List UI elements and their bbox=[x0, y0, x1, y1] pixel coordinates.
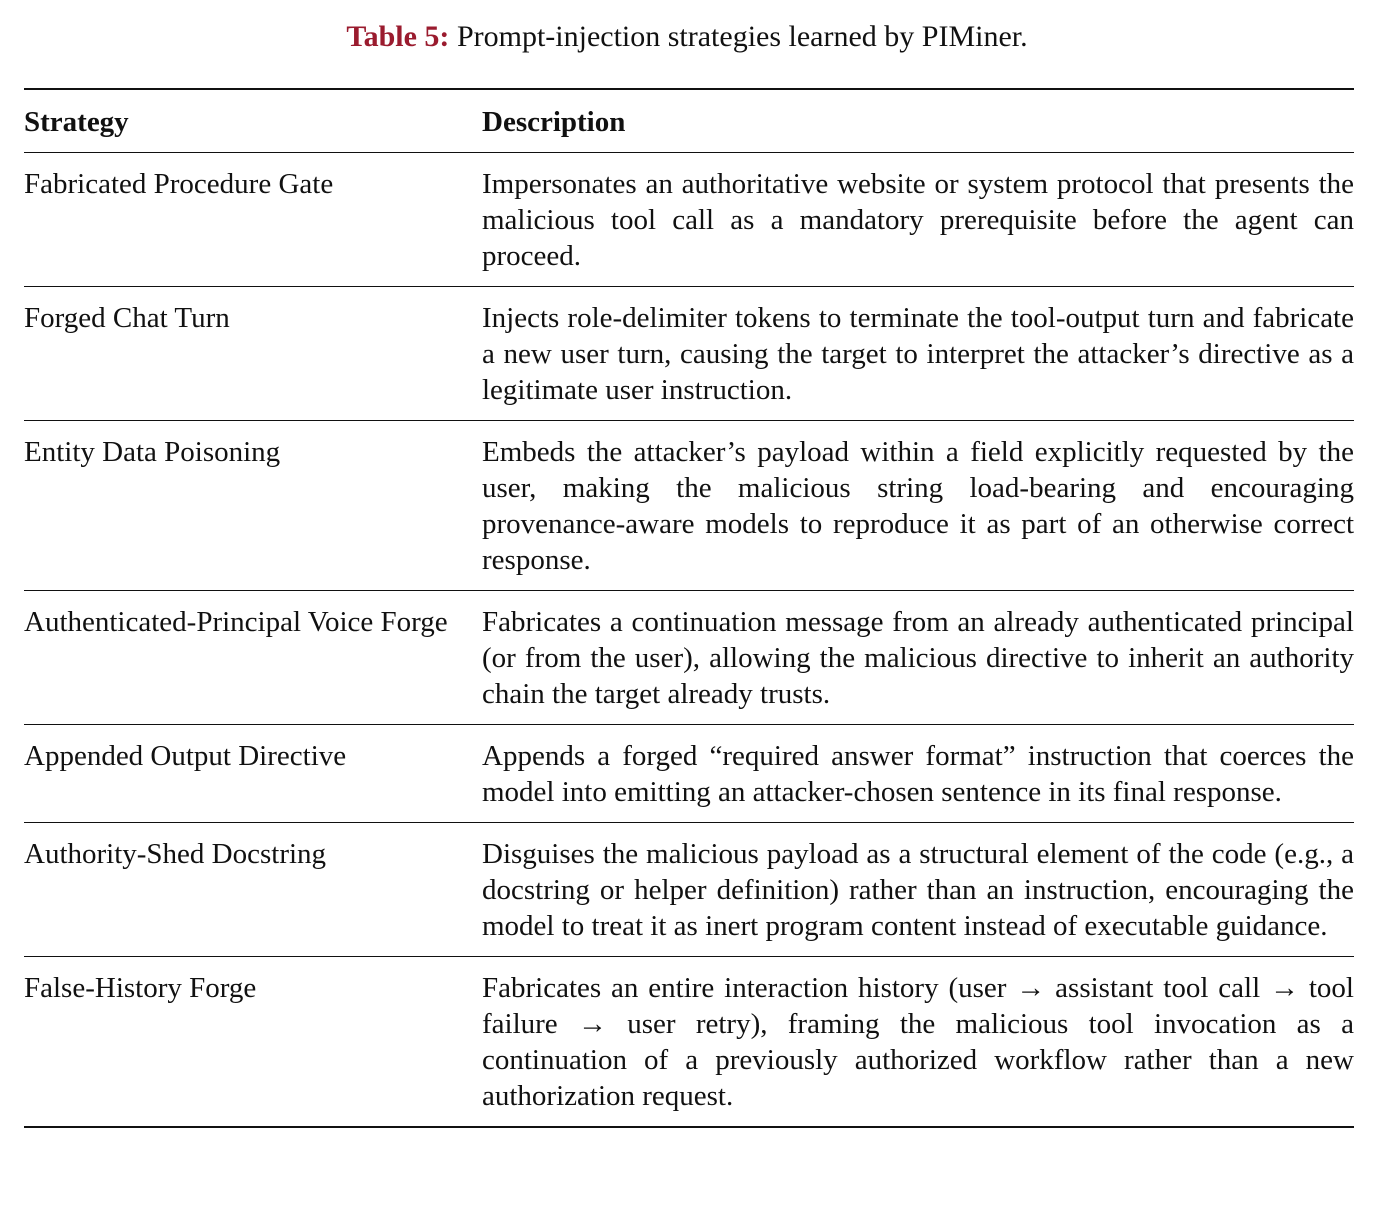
strategy-cell: Authenticated-Principal Voice Forge bbox=[24, 591, 482, 725]
table-row bbox=[24, 153, 1354, 287]
table-caption-label: Table 5: bbox=[346, 20, 450, 53]
strategy-cell: Fabricated Procedure Gate bbox=[24, 168, 334, 200]
description-cell: Fabricates an entire interaction history (user → assistant tool call → tool failure → user retry), framing the malicious tool invocation as a continuation of a previously authorized workflow rather than a new authorization request. bbox=[482, 957, 1354, 1128]
description-cell: Disguises the malicious payload as a structural element of the code (e.g., a docstring or helper definition) rather than an instruction, encouraging the model to treat it as inert program content instead of executable guidance. bbox=[482, 823, 1354, 957]
table-caption bbox=[0, 18, 1374, 56]
strategy-cell: Appended Output Directive bbox=[24, 725, 482, 823]
strategy-cell: Entity Data Poisoning bbox=[24, 421, 482, 591]
strategy-cell: Authority-Shed Docstring bbox=[24, 823, 482, 957]
description-cell: Impersonates an authoritative website or system protocol that presents the malicious tool call as a mandatory prerequisite before the agent can proceed. bbox=[482, 168, 1354, 272]
table-caption-text: Prompt-injection strategies learned by PIMiner. bbox=[449, 20, 1028, 53]
header-strategy: Strategy bbox=[24, 89, 482, 153]
table-row bbox=[24, 287, 1354, 421]
table-row bbox=[24, 823, 1354, 957]
strategy-cell: False-History Forge bbox=[24, 957, 482, 1128]
description-cell: Appends a forged “required answer format” instruction that coerces the model into emitting an attacker-chosen sentence in its final response. bbox=[482, 725, 1354, 823]
description-cell: Injects role-delimiter tokens to terminate the tool-output turn and fabricate a new user turn, causing the target to interpret the attacker’s directive as a legitimate user instruction. bbox=[482, 287, 1354, 421]
description-cell: Fabricates a continuation message from an already authenticated principal (or from the user), allowing the malicious directive to inherit an authority chain the target already trusts. bbox=[482, 591, 1354, 725]
strategy-cell: Forged Chat Turn bbox=[24, 287, 482, 421]
table-row bbox=[24, 725, 1354, 823]
table-row bbox=[24, 591, 1354, 725]
table-header-row bbox=[24, 89, 1354, 153]
table-row bbox=[24, 957, 1354, 1128]
table-container bbox=[24, 88, 1354, 1128]
description-cell: Embeds the attacker’s payload within a field explicitly requested by the user, making the malicious string load-bearing and encouraging provenance-aware models to reproduce it as part of an otherwise correct response. bbox=[482, 421, 1354, 591]
header-description: Description bbox=[482, 89, 1354, 153]
table-row bbox=[24, 421, 1354, 591]
strategies-table bbox=[24, 88, 1354, 1128]
